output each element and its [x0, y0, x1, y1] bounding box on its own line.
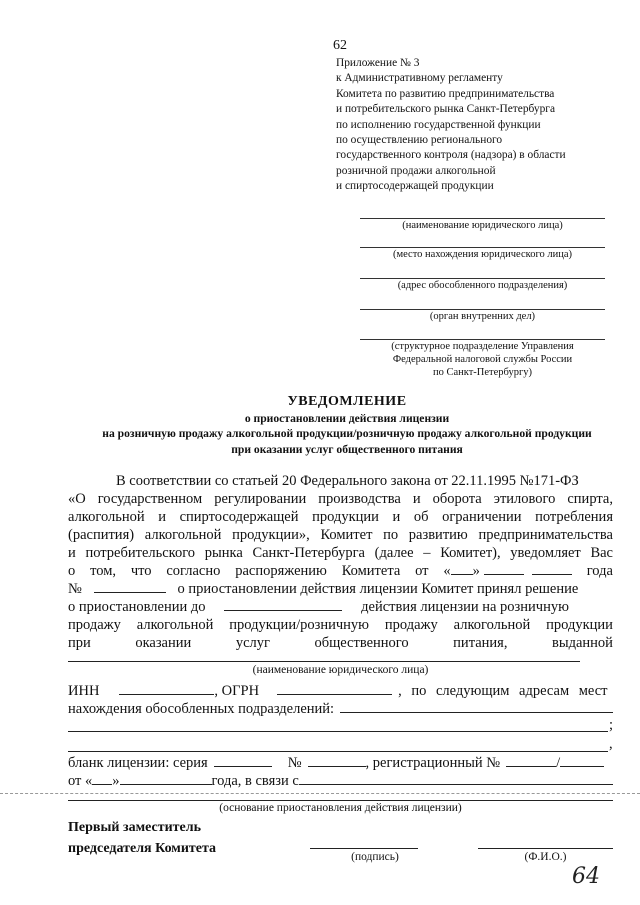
- body-word: спирта,: [567, 491, 613, 507]
- body-text: том,: [90, 563, 116, 579]
- body-word: продукции»,: [232, 527, 310, 543]
- body-text: , регистрационный №: [365, 755, 501, 771]
- body-word: по: [383, 527, 399, 543]
- field-caption: (наименование юридического лица): [252, 664, 429, 676]
- body-line-2: [68, 490, 613, 508]
- body-word: и: [68, 545, 76, 561]
- location-field: [360, 247, 605, 261]
- body-word: продажу: [68, 617, 121, 633]
- body-line-8: [68, 598, 613, 616]
- body-word: алкогольной: [453, 617, 531, 633]
- body-word: Комитет: [320, 527, 373, 543]
- body-word: спиртосодержащей: [179, 509, 299, 525]
- signature-blank: [310, 848, 418, 849]
- body-word: развитию: [408, 527, 468, 543]
- handwritten-page-number: 64: [572, 864, 600, 889]
- branches-blank-3: [68, 751, 608, 752]
- document-subtitle: на розничную продажу алкогольной продукции/розничную продажу алкогольной продукции: [102, 427, 592, 440]
- body-word: (далее: [374, 545, 414, 561]
- body-word: и: [158, 509, 166, 525]
- body-text: ,: [609, 736, 613, 752]
- body-word: Санкт-Петербурга: [252, 545, 365, 561]
- police-field: [360, 309, 605, 323]
- scan-artifact-divider: [0, 793, 640, 794]
- suspend-until-blank: [224, 598, 342, 611]
- body-text: года, в связи с: [211, 773, 299, 789]
- body-line-1: [68, 472, 613, 490]
- body-word: производства: [318, 491, 401, 507]
- body-text: , ОГРН: [214, 683, 260, 699]
- branches-line: [68, 700, 613, 718]
- body-word: потребления: [535, 509, 613, 525]
- body-word: рынка: [204, 545, 243, 561]
- body-text: действия лицензии на розничную: [361, 599, 569, 615]
- body-text: общественного: [314, 635, 409, 651]
- body-text: нахождения обособленных подразделений:: [68, 701, 335, 717]
- body-text: при: [68, 635, 91, 651]
- appendix-line: и потребительского рынка Санкт-Петербурга: [336, 103, 555, 116]
- year-blank: [532, 562, 572, 575]
- signatory-line: Первый заместитель: [68, 820, 201, 835]
- field-caption: по Санкт-Петербургу): [432, 367, 533, 378]
- body-text: »: [112, 773, 120, 789]
- legal-entity-field: [360, 218, 605, 232]
- body-word: алкогольной: [68, 509, 145, 525]
- field-caption: (место нахождения юридического лица): [392, 249, 573, 260]
- body-text: что: [130, 563, 152, 579]
- branches-blank: [340, 700, 613, 713]
- body-word: уведомляет: [510, 545, 581, 561]
- tax-office-field: [360, 339, 605, 379]
- body-text: №: [68, 581, 82, 597]
- body-word: –: [423, 545, 431, 561]
- body-word: алкогольной: [136, 617, 214, 633]
- body-text: о приостановлении действия лицензии Комитет принял решение: [177, 581, 579, 597]
- series-blank: [214, 754, 272, 767]
- body-text: распоряжению: [235, 563, 327, 579]
- body-line-5: [68, 544, 613, 562]
- body-text: бланк лицензии: серия: [68, 755, 208, 771]
- body-line-4: [68, 526, 613, 544]
- body-word: регулировании: [214, 491, 307, 507]
- body-text: , по следующим адресам мест: [398, 683, 608, 699]
- body-text: питания,: [453, 635, 508, 651]
- body-word: об: [413, 509, 429, 525]
- reg-number-suffix-blank: [560, 754, 604, 767]
- body-line-9: [68, 616, 613, 634]
- body-word: оборота: [432, 491, 482, 507]
- body-text: ;: [609, 717, 614, 733]
- body-word: предпринимательства: [478, 527, 613, 543]
- signatory-title: [68, 817, 216, 859]
- body-word: продукции: [546, 617, 613, 633]
- body-word: Комитет),: [440, 545, 501, 561]
- reason-blank-2: [68, 800, 613, 801]
- body-text: №: [287, 755, 302, 771]
- body-text: «: [443, 563, 451, 579]
- signature-caption: (подпись): [351, 851, 399, 863]
- appendix-line: Приложение № 3: [336, 57, 420, 69]
- appendix-line: по исполнению государственной функции: [336, 118, 541, 131]
- body-word: алкогольной: [144, 527, 222, 543]
- field-caption: (адрес обособленного подразделения): [397, 280, 568, 291]
- body-word: продукции: [312, 509, 379, 525]
- body-line-6: [68, 562, 613, 580]
- body-word: и: [392, 509, 401, 525]
- page-number: 62: [333, 38, 347, 53]
- appendix-line: к Административному регламенту: [336, 72, 503, 85]
- body-word: этилового: [493, 491, 556, 507]
- body-text: о: [68, 563, 76, 579]
- body-word: «О: [68, 491, 86, 507]
- appendix-line: розничной продажи алкогольной: [336, 164, 496, 177]
- appendix-line: государственного контроля (надзора) в области: [336, 149, 566, 162]
- body-word: государственном: [97, 491, 203, 507]
- body-line-7: [68, 580, 613, 598]
- month-blank: [120, 772, 212, 785]
- name-caption: (Ф.И.О.): [524, 851, 567, 863]
- body-text: В соответствии со статьей 20 Федерального закона от 22.11.1995 №171-ФЗ: [116, 473, 579, 489]
- ogrn-blank: [277, 682, 392, 695]
- inn-ogrn-line: [68, 682, 613, 700]
- field-caption: (основание приостановления действия лицензии): [219, 802, 462, 814]
- body-word: Вас: [590, 545, 613, 561]
- body-text: оказании: [135, 635, 192, 651]
- document-title: УВЕДОМЛЕНИЕ: [287, 394, 407, 409]
- appendix-line: Комитета по развитию предпринимательства: [336, 87, 555, 100]
- body-text: о приостановлении до: [68, 599, 206, 615]
- month-blank: [484, 562, 524, 575]
- body-line-3: [68, 508, 613, 526]
- signatory-line: председателя Комитета: [68, 841, 217, 856]
- day-blank: [92, 772, 112, 785]
- body-text: /: [556, 755, 561, 771]
- body-text: Комитета: [341, 563, 401, 579]
- body-text: ИНН: [68, 683, 100, 699]
- license-date-line: [68, 772, 613, 790]
- field-caption: (орган внутренних дел): [429, 311, 536, 322]
- appendix-line: по осуществлению регионального: [336, 134, 503, 147]
- branches-blank-2: [68, 731, 608, 732]
- body-text: »: [472, 563, 480, 579]
- body-word: (распития): [68, 527, 135, 543]
- body-text: от «: [68, 773, 93, 789]
- body-word: и: [412, 491, 421, 507]
- body-text: услуг: [235, 635, 270, 651]
- body-word: продукции/розничную: [229, 617, 369, 633]
- body-text: года: [586, 563, 613, 579]
- day-blank: [451, 562, 473, 575]
- appendix-line: и спиртосодержащей продукции: [336, 180, 494, 193]
- name-blank: [478, 848, 613, 849]
- field-caption: Федеральной налоговой службы России: [392, 354, 573, 365]
- field-caption: (структурное подразделение Управления: [391, 341, 574, 352]
- body-word: продажу: [384, 617, 438, 633]
- document-subtitle: о приостановлении действия лицензии: [244, 412, 450, 425]
- legal-entity-blank: [68, 661, 580, 662]
- order-date-field: [443, 562, 572, 580]
- body-word: ограничении: [442, 509, 522, 525]
- body-text: выданной: [552, 635, 613, 651]
- order-number-blank: [94, 580, 166, 593]
- body-line-10: [68, 634, 613, 652]
- appendix-block: [336, 56, 566, 195]
- inn-blank: [119, 682, 214, 695]
- reason-blank: [299, 772, 613, 785]
- body-word: потребительского: [85, 545, 196, 561]
- body-text: от: [415, 563, 429, 579]
- branch-address-field: [360, 278, 605, 292]
- field-caption: (наименование юридического лица): [402, 220, 563, 231]
- license-blank-line: [68, 754, 613, 772]
- document-subtitle: при оказании услуг общественного питания: [231, 443, 463, 456]
- blank-number-blank: [308, 754, 366, 767]
- body-text: согласно: [166, 563, 221, 579]
- reg-number-blank: [506, 754, 556, 767]
